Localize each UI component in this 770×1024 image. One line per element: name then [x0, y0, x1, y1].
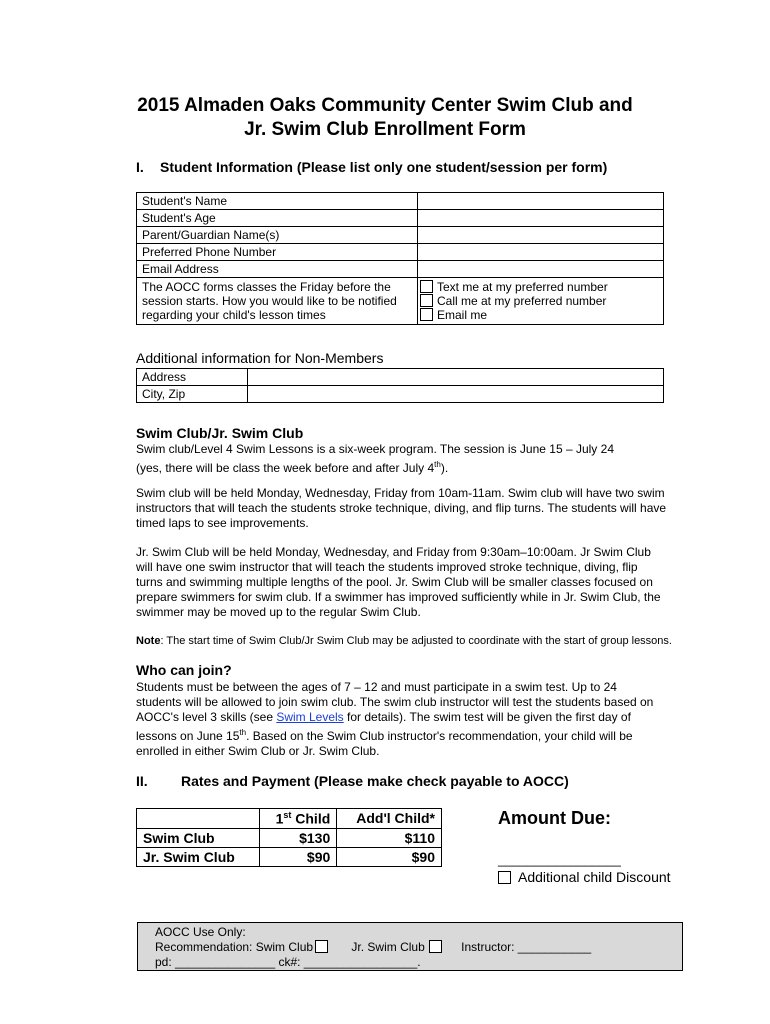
table-row	[137, 210, 664, 227]
instructor-field[interactable]: Instructor: ___________	[461, 940, 592, 954]
table-row	[137, 369, 664, 386]
who-can-join-heading: Who can join?	[136, 662, 232, 678]
notify-label: The AOCC forms classes the Friday before the session starts. How you would like to be notified regarding your child's lesson times	[137, 278, 418, 325]
jr-swim-club-checkbox-icon[interactable]	[429, 940, 442, 953]
section-2-heading: Rates and Payment (Please make check payable to AOCC)	[181, 773, 569, 789]
jr-swim-club-paragraph: Jr. Swim Club will be held Monday, Wednesday, and Friday from 9:30am–10:00am. Jr Swim Club will have one swim instructor that will teach the students improved stroke technique, diving, flip turns and swimming multiple lengths of the pool. Jr. Swim Club will be smaller classes focused on prepare swimmers for swim club. If a swimmer has improved sufficiently while in Jr. Swim Club, the swimmer may be moved up to the regular Swim Club.	[136, 545, 661, 619]
section-1-number: I.	[136, 159, 144, 175]
field-label: Parent/Guardian Name(s)	[137, 227, 418, 244]
section-2-number: II.	[136, 773, 148, 789]
header-first-child: 1st Child	[260, 809, 337, 829]
header-cell	[137, 809, 260, 829]
checkbox-icon[interactable]	[420, 308, 433, 321]
rate-name: Swim Club	[137, 828, 260, 847]
who-can-join-paragraph: Students must be between the ages of 7 – 12 and must participate in a swim test. Up to 24 students will be allowed to join swim club. The swim club instructor will test the students based on AOCC's level 3 skills (see Swim Levels for details). The swim test will be given the first day of lessons on June 15th. Based on the Swim Club instructor's recommendation, your child will be enrolled in either Swim Club or Jr. Swim Club.	[136, 680, 654, 758]
notify-option-call[interactable]	[420, 294, 661, 308]
form-subtitle: Jr. Swim Club Enrollment Form	[244, 119, 526, 140]
table-row	[137, 244, 664, 261]
checkbox-icon[interactable]	[498, 871, 511, 884]
rate-name: Jr. Swim Club	[137, 847, 260, 866]
option-label: Call me at my preferred number	[437, 294, 607, 308]
table-row	[137, 847, 442, 866]
table-row	[137, 828, 442, 847]
table-row	[137, 386, 664, 403]
phone-field[interactable]	[418, 244, 664, 261]
text-line: (yes, there will be class the week before and after July 4th).	[136, 460, 449, 475]
table-row	[137, 278, 664, 325]
header-addl-child: Add'l Child*	[356, 810, 435, 827]
city-zip-field[interactable]	[248, 386, 664, 403]
guardian-name-field[interactable]	[418, 227, 664, 244]
text-line: Swim club/Level 4 Swim Lessons is a six-week program. The session is June 15 – July 24	[136, 442, 614, 456]
jr-swim-club-label: Jr. Swim Club	[351, 940, 425, 954]
nonmember-table	[136, 368, 664, 403]
amount-due-label: Amount Due:	[498, 808, 611, 828]
additional-discount-option[interactable]	[498, 869, 671, 885]
table-row	[137, 261, 664, 278]
admin-use-box	[137, 922, 683, 971]
notify-options	[418, 278, 664, 325]
nonmember-heading: Additional information for Non-Members	[136, 350, 384, 366]
notify-option-email[interactable]	[420, 308, 661, 322]
swim-club-paragraph-1	[136, 442, 681, 476]
checkbox-icon[interactable]	[420, 294, 433, 307]
field-label: Preferred Phone Number	[137, 244, 418, 261]
rate-addl: $110	[404, 829, 435, 846]
student-age-field[interactable]	[418, 210, 664, 227]
note: Note: The start time of Swim Club/Jr Swim Club may be adjusted to coordinate with the start of group lessons.	[136, 635, 672, 647]
checkbox-icon[interactable]	[420, 280, 433, 293]
student-name-field[interactable]	[418, 193, 664, 210]
section-1-heading: Student Information (Please list only one student/session per form)	[160, 159, 608, 175]
rate-first: $90	[260, 847, 337, 866]
swim-club-heading: Swim Club/Jr. Swim Club	[136, 425, 304, 441]
amount-due-line[interactable]: _________________	[498, 852, 621, 867]
admin-heading: AOCC Use Only:	[155, 925, 246, 939]
table-row	[137, 809, 442, 829]
field-label: Student's Age	[137, 210, 418, 227]
admin-payment-row[interactable]: pd: _______________ ck#: _________________.	[155, 955, 421, 969]
admin-recommendation-row	[155, 940, 665, 955]
form-title: 2015 Almaden Oaks Community Center Swim Club and	[137, 95, 633, 116]
rates-table	[136, 808, 442, 867]
swim-levels-link[interactable]: Swim Levels	[276, 710, 344, 724]
discount-label: Additional child Discount	[518, 869, 671, 885]
student-info-table	[136, 192, 664, 325]
address-field[interactable]	[248, 369, 664, 386]
rate-first: $130	[260, 828, 337, 847]
field-label: Address	[137, 369, 248, 386]
table-row	[137, 227, 664, 244]
swim-club-paragraph-2: Swim club will be held Monday, Wednesday, Friday from 10am-11am. Swim club will have two swim instructors that will teach the students stroke technique, diving, and flip turns. The students will have timed laps to see improvements.	[136, 486, 667, 530]
field-label: City, Zip	[137, 386, 248, 403]
rate-addl: $90	[411, 848, 435, 865]
notify-option-text[interactable]	[420, 280, 661, 294]
email-field[interactable]	[418, 261, 664, 278]
field-label: Email Address	[137, 261, 418, 278]
field-label: Student's Name	[137, 193, 418, 210]
swim-club-checkbox-icon[interactable]	[315, 940, 328, 953]
recommendation-label: Recommendation: Swim Club	[155, 940, 314, 954]
option-label: Email me	[437, 308, 488, 322]
option-label: Text me at my preferred number	[437, 280, 608, 294]
table-row	[137, 193, 664, 210]
